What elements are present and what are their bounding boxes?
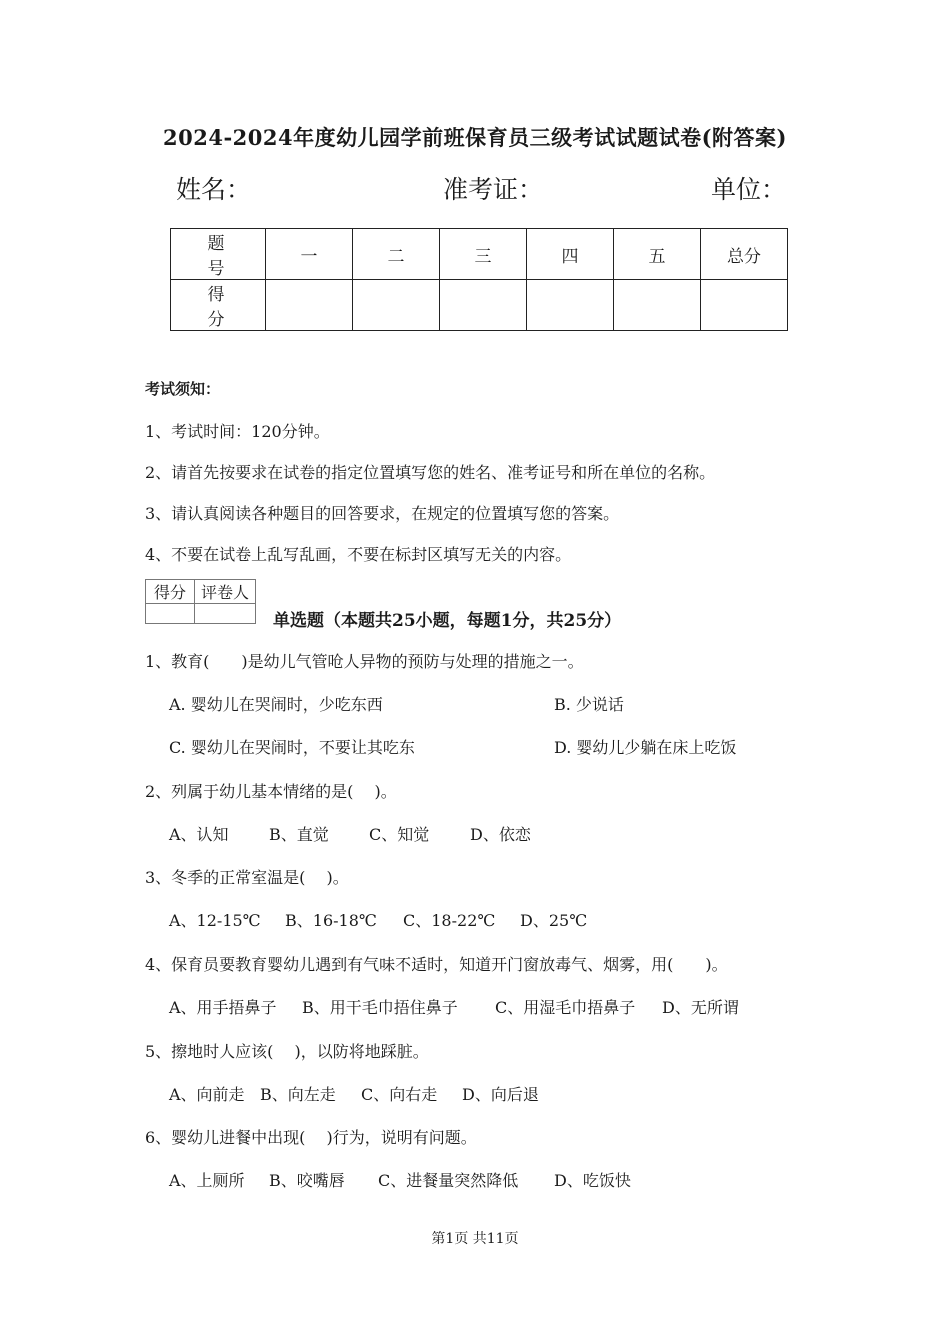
q5-option-d: D、向后退	[462, 1085, 539, 1104]
exam-id-label: 准考证：	[443, 175, 544, 204]
notice-item-1: 1、考试时间：120分钟。	[145, 422, 330, 441]
q3-option-b: B、16-18℃	[285, 911, 377, 930]
page-title: 2024-2024年度幼儿园学前班保育员三级考试试题试卷(附答案)	[163, 125, 787, 150]
score-cell-2[interactable]	[353, 280, 440, 331]
question-1: 1、教育( )是幼儿气管呛人异物的预防与处理的措施之一。	[145, 652, 584, 671]
score-cell-3[interactable]	[440, 280, 527, 331]
q5-option-b: B、向左走	[260, 1085, 336, 1104]
score-table	[170, 228, 788, 331]
grader-box	[145, 579, 256, 624]
score-table-score-row	[171, 280, 788, 331]
question-6: 6、婴幼儿进餐中出现( )行为，说明有问题。	[145, 1128, 477, 1147]
question-5: 5、擦地时人应该( )，以防将地踩脏。	[145, 1042, 429, 1061]
grader-box-grader-label: 评卷人	[195, 580, 256, 604]
q3-option-d: D、25℃	[520, 911, 588, 930]
q2-option-d: D、依恋	[470, 825, 531, 844]
header-cell-5: 五	[614, 229, 701, 280]
question-2: 2、列属于幼儿基本情绪的是( )。	[145, 782, 397, 801]
notice-item-4: 4、不要在试卷上乱写乱画，不要在标封区填写无关的内容。	[145, 545, 572, 564]
q6-option-a: A、上厕所	[169, 1171, 245, 1190]
q4-option-c: C、用湿毛巾捂鼻子	[495, 998, 636, 1017]
header-cell-total: 总分	[701, 229, 788, 280]
header-cell-1: 一	[266, 229, 353, 280]
score-cell-total[interactable]	[701, 280, 788, 331]
q3-option-a: A、12-15℃	[169, 911, 261, 930]
page-footer: 第1页 共11页	[431, 1231, 519, 1247]
q5-option-a: A、向前走	[169, 1085, 245, 1104]
grader-box-score-cell[interactable]	[146, 604, 195, 624]
q1-option-b: B. 少说话	[554, 695, 624, 714]
q2-option-a: A、认知	[169, 825, 229, 844]
q6-option-d: D、吃饭快	[554, 1171, 631, 1190]
q5-option-c: C、向右走	[361, 1085, 438, 1104]
q6-option-b: B、咬嘴唇	[269, 1171, 345, 1190]
question-3: 3、冬季的正常室温是( )。	[145, 868, 349, 887]
score-cell-1[interactable]	[266, 280, 353, 331]
score-cell-4[interactable]	[527, 280, 614, 331]
notice-item-2: 2、请首先按要求在试卷的指定位置填写您的姓名、准考证号和所在单位的名称。	[145, 463, 716, 482]
q1-option-a: A. 婴幼儿在哭闹时，少吃东西	[169, 695, 383, 714]
header-cell-2: 二	[353, 229, 440, 280]
grader-box-score-label: 得分	[146, 580, 195, 604]
name-label: 姓名：	[176, 175, 252, 204]
header-cell-question-no: 题 号	[171, 229, 266, 280]
question-4: 4、保育员要教育婴幼儿遇到有气味不适时，知道开门窗放毒气、烟雾，用( )。	[145, 955, 728, 974]
q4-option-a: A、用手捂鼻子	[169, 998, 277, 1017]
notice-item-3: 3、请认真阅读各种题目的回答要求，在规定的位置填写您的答案。	[145, 504, 620, 523]
header-cell-3: 三	[440, 229, 527, 280]
grader-box-grader-cell[interactable]	[195, 604, 256, 624]
score-cell-5[interactable]	[614, 280, 701, 331]
q4-option-b: B、用干毛巾捂住鼻子	[302, 998, 458, 1017]
q4-option-d: D、无所谓	[662, 998, 739, 1017]
section-title: 单选题（本题共25小题，每题1分，共25分）	[273, 611, 622, 631]
score-row-label: 得 分	[171, 280, 266, 331]
header-cell-4: 四	[527, 229, 614, 280]
q2-option-b: B、直觉	[269, 825, 329, 844]
score-table-header-row	[171, 229, 788, 280]
q6-option-c: C、进餐量突然降低	[378, 1171, 519, 1190]
q1-option-c: C. 婴幼儿在哭闹时，不要让其吃东	[169, 738, 415, 757]
q2-option-c: C、知觉	[369, 825, 430, 844]
notice-title: 考试须知：	[145, 380, 221, 398]
unit-label: 单位：	[711, 175, 787, 204]
q3-option-c: C、18-22℃	[403, 911, 496, 930]
q1-option-d: D. 婴幼儿少躺在床上吃饭	[554, 738, 737, 757]
